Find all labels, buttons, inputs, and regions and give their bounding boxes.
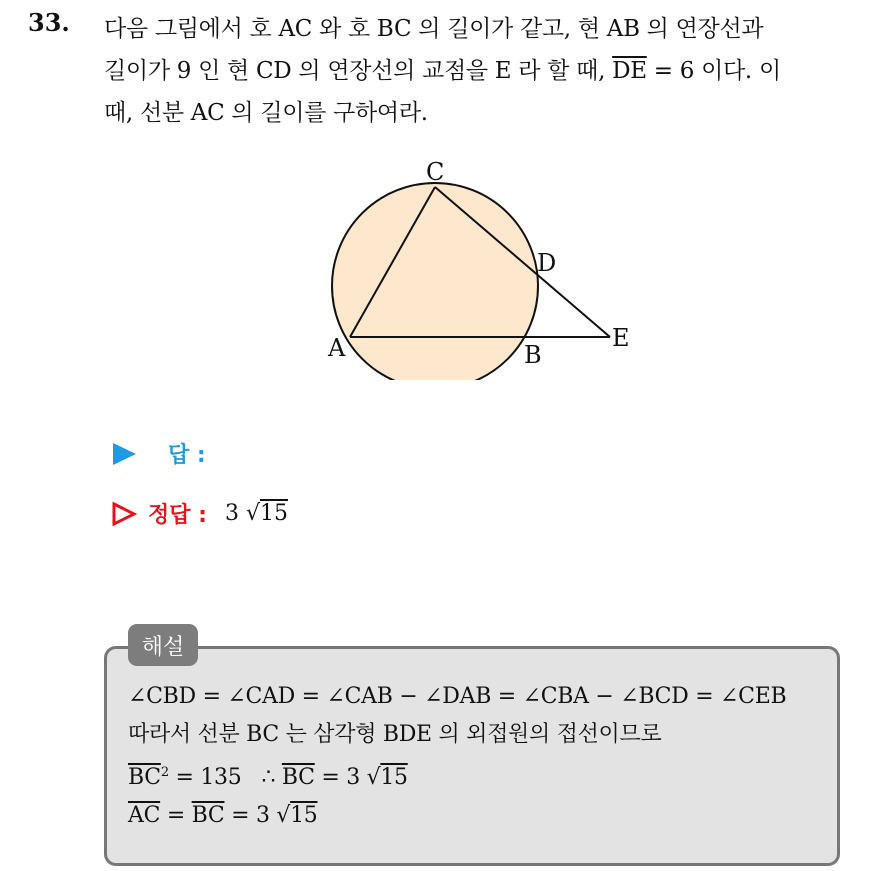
label-a: A (328, 334, 346, 362)
label-e: E (612, 324, 630, 352)
question-line-2-tail: = 6 이다. 이 (646, 58, 781, 84)
answer-row (110, 438, 206, 469)
radicand: 15 (290, 803, 318, 828)
question-line-2-head: 길이가 9 인 현 CD 의 연장선의 교점을 E 라 할 때, (104, 58, 606, 84)
play-triangle-icon (110, 440, 138, 468)
segment-ac: $\overline{AC}$ (128, 803, 161, 828)
solution-line-3 (128, 754, 828, 797)
sqrt-symbol: √ (245, 501, 260, 526)
circle (332, 183, 538, 380)
correct-answer-label: 정답 : (148, 503, 207, 528)
outline-triangle-icon (110, 500, 138, 528)
label-d: D (537, 249, 557, 277)
segment-de: $\overline{DE}$ (612, 58, 647, 84)
solution-line-1: ∠CBD = ∠CAD = ∠CAB − ∠DAB = ∠CBA − ∠BCD = ∠CEB (128, 684, 787, 709)
label-c: C (426, 158, 445, 186)
question-line-3: 때, 선분 AC 의 길이를 구하여라. (104, 100, 428, 126)
equation-part: = 135 ∴ (168, 765, 282, 790)
radicand: 15 (380, 765, 408, 790)
label-b: B (524, 341, 542, 369)
sqrt-symbol: √ (276, 803, 291, 828)
correct-answer-row (110, 498, 288, 529)
question-line-1: 다음 그림에서 호 AC 와 호 BC 의 길이가 같고, 현 AB 의 연장선과 (104, 16, 764, 42)
question-text (104, 8, 864, 134)
sqrt-symbol: √ (366, 765, 381, 790)
question-number: 33. (28, 8, 70, 37)
sqrt-expression (367, 765, 408, 790)
correct-answer-radicand: 15 (260, 501, 288, 526)
geometry-figure (320, 150, 650, 380)
segment-bc: $\overline{BC}$ (128, 765, 161, 790)
correct-answer-coef: 3 (224, 501, 239, 526)
solution-tag: 해설 (128, 624, 198, 666)
correct-answer-value (225, 501, 288, 526)
sqrt-expression (276, 803, 317, 828)
equation-part: = (160, 803, 192, 828)
equation-part: = 3 (224, 803, 277, 828)
equation-part: = 3 (314, 765, 367, 790)
segment-bc: $\overline{BC}$ (191, 803, 225, 828)
solution-line-2: 따라서 선분 BC 는 삼각형 BDE 의 외접원의 접선이므로 (128, 722, 662, 747)
question-line-2 (104, 50, 864, 92)
answer-label: 답 : (168, 443, 206, 468)
segment-bc: $\overline{BC}$ (281, 765, 315, 790)
exponent: 2 (160, 765, 169, 780)
correct-answer-sqrt (246, 501, 288, 526)
solution-text (128, 678, 828, 835)
solution-line-4 (128, 797, 828, 835)
